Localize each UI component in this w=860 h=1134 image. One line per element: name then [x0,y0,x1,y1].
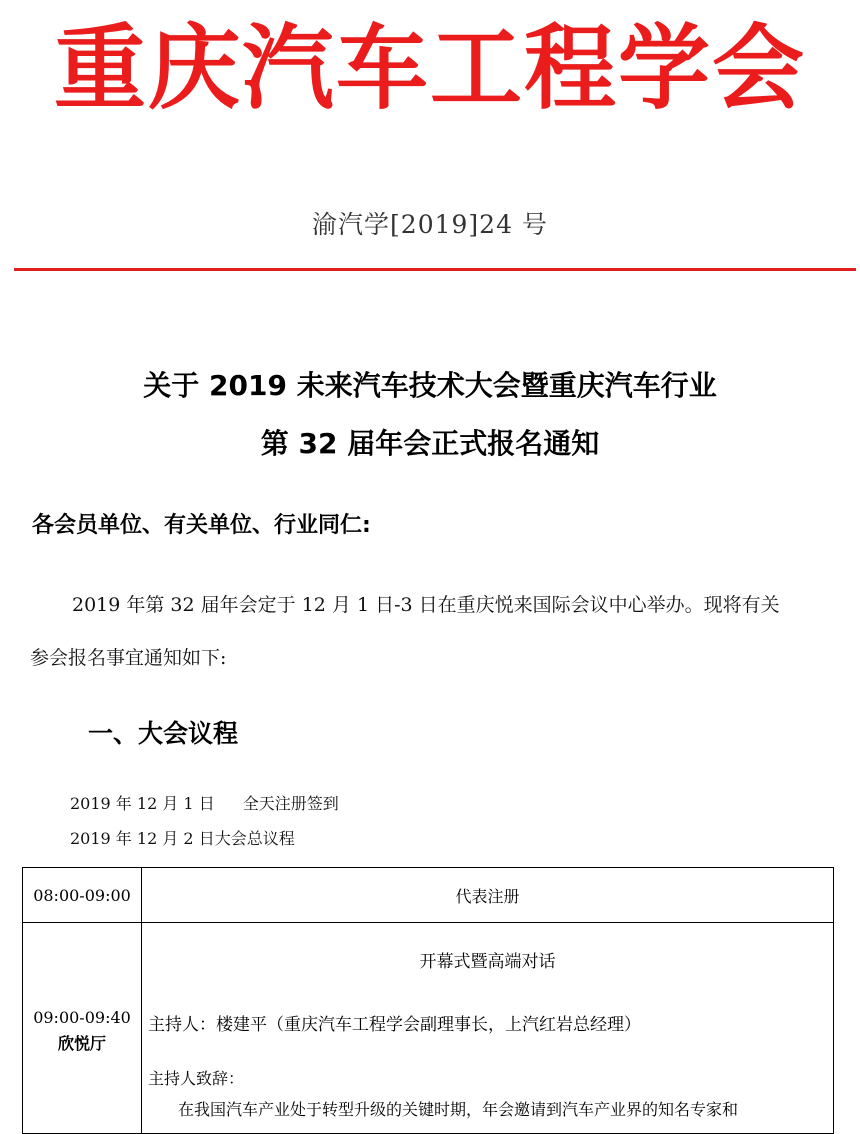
schedule-line [70,826,295,849]
session-intro-text: 在我国汽车产业处于转型升级的关键时期，年会邀请到汽车产业界的知名专家和 [178,1100,739,1119]
table-row [23,923,834,1134]
schedule-date: 2019 年 12 月 2 日大会总议程 [70,829,295,848]
intro-paragraph-line1: 2019 年第 32 届年会定于 12 月 1 日-3 日在重庆悦来国际会议中心举办。现将有关 [72,594,780,616]
schedule-date: 2019 年 12 月 1 日 [70,794,215,813]
host-speech-label: 主持人致辞： [148,1069,245,1088]
time-cell: 08:00-09:00 [23,868,142,923]
notice-title-line1: 关于 2019 未来汽车技术大会暨重庆汽车行业 [143,369,717,402]
session-venue: 欣悦厅 [57,1033,106,1053]
time-cell [23,923,142,1134]
notice-title-line2: 第 32 届年会正式报名通知 [260,427,600,460]
red-divider [14,268,856,271]
schedule-event: 全天注册签到 [242,794,339,813]
content-cell: 代表注册 [142,868,834,923]
session-time: 09:00-09:40 [33,1008,131,1027]
document-number: 渝汽学[2019]24 号 [312,210,548,239]
section-heading-agenda: 一、大会议程 [88,719,239,748]
salutation: 各会员单位、有关单位、行业同仁: [32,513,371,538]
schedule-line [70,791,339,814]
intro-paragraph-line2: 参会报名事宜通知如下: [30,647,227,669]
host-line: 主持人：楼建平（重庆汽车工程学会副理事长，上汽红岩总经理） [148,1015,641,1035]
table-row [23,868,834,923]
session-title: 开幕式暨高端对话 [419,952,556,972]
content-cell [142,923,834,1134]
organization-masthead: 重庆汽车工程学会 [53,14,806,122]
agenda-table [22,867,834,1134]
